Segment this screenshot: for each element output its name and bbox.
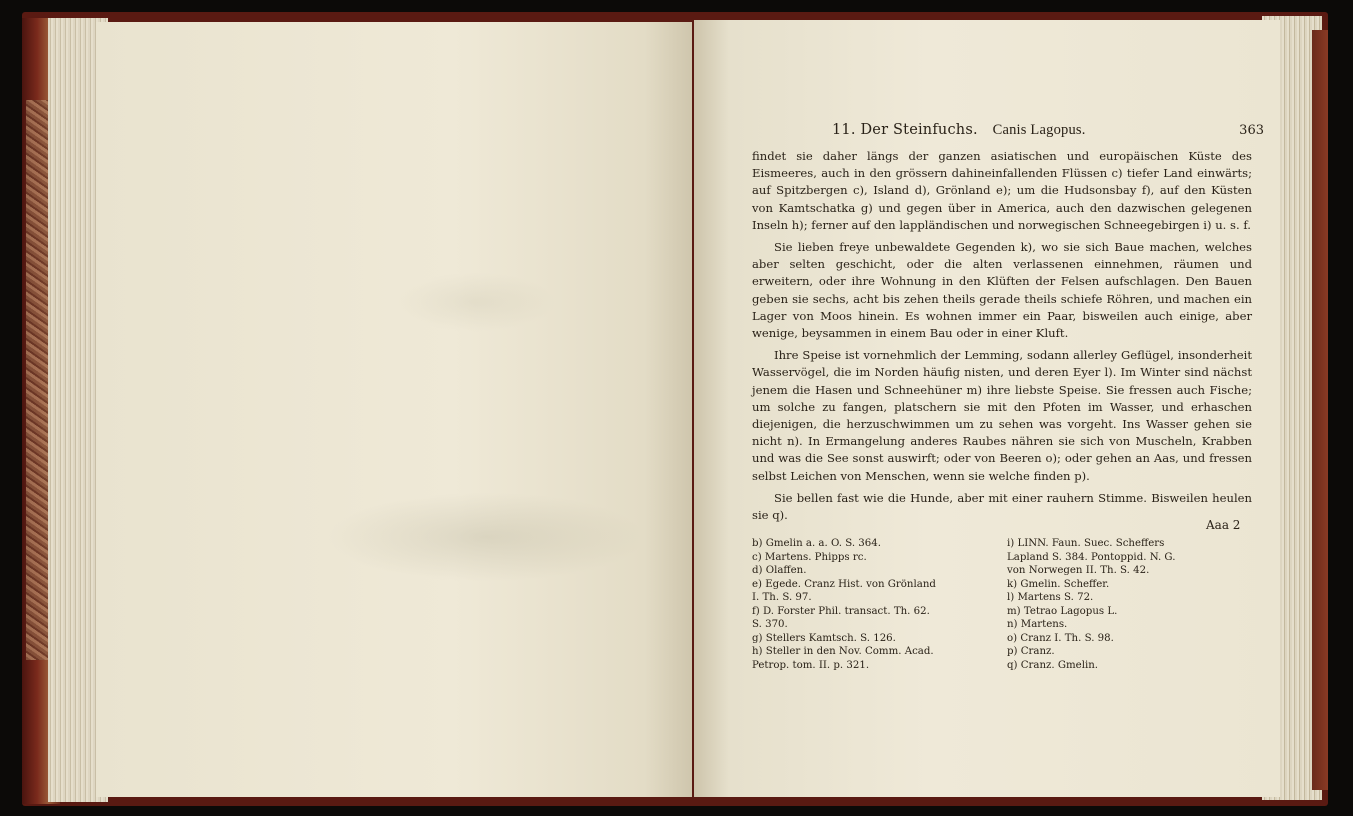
body-text <box>752 148 1252 529</box>
footnotes-right-column <box>1007 537 1252 672</box>
paragraph: findet sie daher längs der ganzen asiatischen und europäischen Küste des Eismeeres, auch in den grössern dahineinfallenden Flüssen c) tiefer Land einwärts; auf Spitzbergen c), Island d), Grönland e); um die Hudsonsbay f), auf den Küsten von Kamtschatka g) und gegen über in America, auch den dazwischen gelegenen Inseln h); ferner auf den lappländischen und norwegischen Schneegebirgen i) u. s. f. <box>752 149 1252 232</box>
footnotes-left-column <box>752 537 997 672</box>
latin-name: Canis Lagopus. <box>992 122 1086 138</box>
footnote: I. Th. S. 97. <box>752 592 812 603</box>
paragraph: Sie bellen fast wie die Hunde, aber mit einer rauhern Stimme. Bisweilen heulen sie q). <box>752 490 1252 523</box>
bleed-through <box>396 272 556 332</box>
chapter-title: Der Steinfuchs. <box>860 122 978 138</box>
paragraph: Sie lieben freye unbewaldete Gegenden k), wo sie sich Baue machen, welches aber selten geschicht, oder die alten verlassenen einnehmen, räumen und erweitern, oder ihre Wohnung in den Klüften der Felsen aufschlagen. Den Bauen geben sie sechs, acht bis zehen theils gerade theils schiefe Röhren, und machen ein Lager von Moos hinein. Es wohnen immer ein Paar, bisweilen auch einige, aber wenige, beysammen in einem Bau oder in einer Kluft. <box>752 240 1252 341</box>
footnote: q) Cranz. Gmelin. <box>1007 659 1099 671</box>
signature-mark: Aaa 2 <box>1206 518 1241 532</box>
footnote: n) Martens. <box>1007 619 1068 630</box>
footnote: m) Tetrao Lagopus L. <box>1007 605 1118 617</box>
footnote: p) Cranz. <box>1007 646 1055 657</box>
footnote: b) Gmelin a. a. O. S. 364. <box>752 538 881 549</box>
footnote: d) Olaffen. <box>752 565 807 576</box>
chapter-number: 11. <box>832 122 856 138</box>
footnote: c) Martens. Phipps rc. <box>752 551 867 563</box>
footnote: k) Gmelin. Scheffer. <box>1007 578 1110 590</box>
footnote: i) LINN. Faun. Suec. Scheffers <box>1007 538 1165 549</box>
paragraph: Ihre Speise ist vornehmlich der Lemming, sodann allerley Geflügel, insonderheit Wasservögel, die im Norden häufig nisten, und deren Eyer l). Im Winter sind nächst jenem die Hasen und Schneehüner m) ihre liebste Speise. Sie fressen auch Fische; um solche zu fangen, platschern sie mit den Pfoten im Wasser, und erhaschen diejenigen, die herzuschwimmen um zu sehen was vorgeht. Ins Wasser gehen sie nicht n). In Ermangelung anderes Raubes nähren sie sich von Muscheln, Krabben und was die See sonst auswirft; oder von Beeren o); oder gehen an Aas, und fressen selbst Leichen von Menschen, wenn sie welche finden p). <box>752 348 1252 483</box>
book-cover-right <box>1312 30 1328 790</box>
bleed-through <box>326 492 646 582</box>
footnote: Petrop. tom. II. p. 321. <box>752 659 870 671</box>
left-page <box>96 22 692 797</box>
footnote: S. 370. <box>752 619 788 630</box>
right-page <box>694 20 1280 797</box>
footnote: Lapland S. 384. Pontoppid. N. G. <box>1007 551 1176 563</box>
footnote: h) Steller in den Nov. Comm. Acad. <box>752 646 934 657</box>
footnote: von Norwegen II. Th. S. 42. <box>1007 565 1150 576</box>
footnote: f) D. Forster Phil. transact. Th. 62. <box>752 605 930 617</box>
page-number: 363 <box>1239 123 1264 138</box>
footnote: e) Egede. Cranz Hist. von Grönland <box>752 578 936 590</box>
footnote: l) Martens S. 72. <box>1007 592 1094 603</box>
running-header <box>832 122 1232 139</box>
footnote: g) Stellers Kamtsch. S. 126. <box>752 632 896 644</box>
footnote: o) Cranz I. Th. S. 98. <box>1007 632 1114 644</box>
